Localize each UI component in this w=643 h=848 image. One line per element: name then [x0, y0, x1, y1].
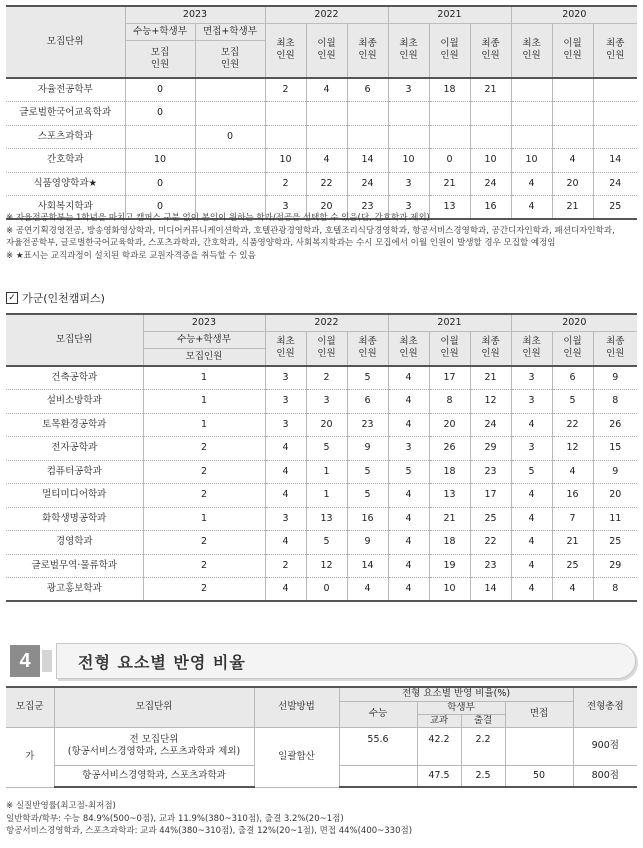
suneung-recruit-cell: 1 — [143, 366, 265, 390]
header-unit: 모집단위 — [54, 687, 254, 727]
suneung-recruit-cell: 1 — [143, 507, 265, 531]
cell-2022-first: 2 — [265, 78, 306, 102]
cell-2021-final: 25 — [470, 507, 511, 531]
header-2020-final: 최종 인원 — [593, 23, 637, 78]
cell-2022-final: 5 — [347, 484, 388, 508]
group-value: 가 — [6, 727, 54, 787]
cell-2020-final: 29 — [593, 554, 637, 578]
attendance-cell: 2.5 — [461, 765, 505, 787]
header-2021-extra: 이월 인원 — [429, 331, 470, 366]
table-row — [6, 366, 637, 390]
suneung-cell — [339, 765, 417, 787]
header-2021: 2021 — [388, 314, 511, 331]
cell-2021-final: 24 — [470, 172, 511, 196]
header-interview: 면접+학생부 — [195, 23, 265, 40]
cell-2022-final: 23 — [347, 413, 388, 437]
section-number: 4 — [10, 645, 40, 677]
cell-2022-extra: 20 — [306, 196, 347, 220]
cell-2021-first: 4 — [388, 390, 429, 414]
cell-2020-first — [511, 125, 552, 149]
cell-2020-first: 4 — [511, 196, 552, 220]
cell-2021-extra: 18 — [429, 531, 470, 555]
cell-2022-final: 6 — [347, 78, 388, 102]
cell-2021-final: 23 — [470, 460, 511, 484]
cell-2021-first: 3 — [388, 437, 429, 461]
cell-2020-final — [593, 78, 637, 102]
cell-2021-final: 21 — [470, 366, 511, 390]
cell-2021-first — [388, 102, 429, 126]
unit-name-cell: 글로벌한국어교육학과 — [6, 102, 125, 126]
table-row — [6, 727, 637, 765]
interview-recruit-cell: 0 — [195, 125, 265, 149]
header-2020-first: 최초 인원 — [511, 23, 552, 78]
cell-2022-first: 10 — [265, 149, 306, 173]
cell-2020-extra: 4 — [552, 460, 593, 484]
cell-2020-extra: 21 — [552, 531, 593, 555]
table-row — [6, 507, 637, 531]
cell-2020-extra — [552, 102, 593, 126]
note-line: ※ 공연기획경영전공, 방송영화영상학과, 미디어커뮤니케이션학과, 호텔관광경영학과, 호텔조리식당경영학과, 항공서비스경영학과, 공간디자인학과, 패션디자인학과, — [6, 225, 615, 236]
cell-2021-extra — [429, 102, 470, 126]
cell-2020-final: 15 — [593, 437, 637, 461]
cell-2022-final: 9 — [347, 437, 388, 461]
suneung-recruit-cell: 1 — [143, 413, 265, 437]
unit-name-cell: 글로벌무역·물류학과 — [6, 554, 143, 578]
cell-2021-final: 21 — [470, 78, 511, 102]
subject-cell: 47.5 — [417, 765, 461, 787]
cell-2021-first: 3 — [388, 196, 429, 220]
cell-2021-final: 10 — [470, 149, 511, 173]
cell-2021-final: 22 — [470, 531, 511, 555]
header-2021-first: 최초 인원 — [388, 23, 429, 78]
header-2021: 2021 — [388, 6, 511, 23]
cell-2022-first: 3 — [265, 196, 306, 220]
cell-2022-extra: 2 — [306, 366, 347, 390]
interview-cell — [505, 727, 573, 765]
table-row — [6, 460, 637, 484]
cell-2022-extra: 3 — [306, 390, 347, 414]
cell-2021-extra: 20 — [429, 413, 470, 437]
table-row — [6, 149, 637, 173]
cell-2020-final: 26 — [593, 413, 637, 437]
cell-2020-final: 9 — [593, 366, 637, 390]
suneung-recruit-cell — [125, 125, 195, 149]
header-record: 학생부 — [417, 701, 505, 714]
cell-2020-extra: 5 — [552, 390, 593, 414]
cell-2022-first: 4 — [265, 437, 306, 461]
cell-2020-first: 3 — [511, 366, 552, 390]
header-unit: 모집단위 — [6, 314, 143, 366]
interview-recruit-cell — [195, 149, 265, 173]
cell-2021-final: 24 — [470, 413, 511, 437]
cell-2021-first: 4 — [388, 413, 429, 437]
cell-2020-first: 3 — [511, 437, 552, 461]
header-total: 전형총점 — [573, 687, 637, 727]
table-row — [6, 172, 637, 196]
suneung-recruit-cell: 0 — [125, 172, 195, 196]
unit-name-cell: 전자공학과 — [6, 437, 143, 461]
suneung-recruit-cell: 2 — [143, 437, 265, 461]
cell-2020-first: 4 — [511, 484, 552, 508]
table-row — [6, 413, 637, 437]
cell-2021-extra: 10 — [429, 578, 470, 602]
cell-2020-extra: 22 — [552, 413, 593, 437]
cell-2021-first — [388, 125, 429, 149]
cell-2022-final — [347, 102, 388, 126]
note-line: ※ 자율전공학부는 1학년을 마치고 캠퍼스 구분 없이 본인이 원하는 학과/전공을 선택할 수 있음(단, 간호학과 제외) — [6, 213, 430, 223]
header-suneung: 수능+학생부 — [143, 331, 265, 348]
cell-2022-final: 23 — [347, 196, 388, 220]
unit-name-cell: 광고홍보학과 — [6, 578, 143, 602]
cell-2020-first — [511, 102, 552, 126]
table-row — [6, 531, 637, 555]
unit-name-cell: 자율전공학부 — [6, 78, 125, 102]
cell-2021-final: 17 — [470, 484, 511, 508]
note-line: 항공서비스경영학과, 스포츠과학과: 교과 44%(380~310점), 출결 12%(20~1점), 면접 44%(400~330점) — [6, 826, 413, 836]
cell-2022-first: 3 — [265, 507, 306, 531]
section-label — [6, 290, 105, 306]
notes-block-3 — [6, 800, 637, 838]
cell-2022-final: 5 — [347, 366, 388, 390]
cell-2020-extra: 12 — [552, 437, 593, 461]
section-title: 전형 요소별 반영 비율 — [78, 653, 246, 672]
table-row — [6, 484, 637, 508]
suneung-recruit-cell: 10 — [125, 149, 195, 173]
unit-name-cell: 식품영양학과★ — [6, 172, 125, 196]
cell-2021-first: 4 — [388, 507, 429, 531]
cell-2022-extra: 4 — [306, 78, 347, 102]
cell-2021-final: 14 — [470, 578, 511, 602]
header-2022-first: 최초 인원 — [265, 331, 306, 366]
header-2020-final: 최종 인원 — [593, 331, 637, 366]
cell-2022-final: 14 — [347, 149, 388, 173]
cell-2020-final: 25 — [593, 531, 637, 555]
suneung-recruit-cell: 2 — [143, 484, 265, 508]
table-row — [6, 554, 637, 578]
cell-2022-final: 5 — [347, 460, 388, 484]
unit-name-cell: 사회복지학과 — [6, 196, 125, 220]
cell-2020-first: 4 — [511, 578, 552, 602]
header-2022: 2022 — [265, 6, 388, 23]
cell-2021-first: 3 — [388, 78, 429, 102]
cell-2020-final — [593, 125, 637, 149]
cell-2021-first: 4 — [388, 578, 429, 602]
note-line: 일반학과/학부: 수능 84.9%(500~0점), 교과 11.9%(380~310점), 출결 3.2%(20~1점) — [6, 813, 344, 824]
unit-name-cell: 토목환경공학과 — [6, 413, 143, 437]
method-value: 일괄합산 — [254, 727, 339, 787]
cell-2021-final: 29 — [470, 437, 511, 461]
header-attendance: 출결 — [461, 714, 505, 727]
cell-2020-extra — [552, 125, 593, 149]
cell-2022-extra: 13 — [306, 507, 347, 531]
header-suneung-recruit: 모집 인원 — [125, 40, 195, 78]
header-2020-first: 최초 인원 — [511, 331, 552, 366]
cell-2022-extra: 5 — [306, 437, 347, 461]
cell-2021-extra: 13 — [429, 484, 470, 508]
header-suneung-recruit: 모집인원 — [143, 348, 265, 366]
header-2021-final: 최종 인원 — [470, 23, 511, 78]
cell-2020-extra: 21 — [552, 196, 593, 220]
notes-block-1 — [6, 212, 637, 262]
header-2020: 2020 — [511, 6, 637, 23]
cell-2022-first: 3 — [265, 413, 306, 437]
header-2021-extra: 이월 인원 — [429, 23, 470, 78]
header-2022-first: 최초 인원 — [265, 23, 306, 78]
header-group: 모집군 — [6, 687, 54, 727]
header-2021-first: 최초 인원 — [388, 331, 429, 366]
table-row — [6, 125, 637, 149]
section-tab-decoration — [42, 650, 52, 672]
cell-2020-first: 4 — [511, 172, 552, 196]
cell-2020-first: 5 — [511, 460, 552, 484]
cell-2020-extra: 6 — [552, 366, 593, 390]
cell-2020-first: 10 — [511, 149, 552, 173]
cell-2020-extra: 7 — [552, 507, 593, 531]
cell-2021-extra: 21 — [429, 507, 470, 531]
cell-2022-final — [347, 125, 388, 149]
table-2023-recruitment-a — [6, 5, 637, 220]
cell-2020-first: 4 — [511, 554, 552, 578]
cell-2022-extra — [306, 125, 347, 149]
cell-2022-extra: 4 — [306, 149, 347, 173]
cell-2022-final: 9 — [347, 531, 388, 555]
table-row — [6, 578, 637, 602]
header-2022-final: 최종 인원 — [347, 23, 388, 78]
cell-2022-extra: 1 — [306, 484, 347, 508]
cell-2021-final — [470, 102, 511, 126]
section-4-header — [6, 643, 635, 679]
header-2022-final: 최종 인원 — [347, 331, 388, 366]
unit-name-cell: 화학생명공학과 — [6, 507, 143, 531]
cell-2021-first: 10 — [388, 149, 429, 173]
cell-2020-extra: 4 — [552, 578, 593, 602]
header-2020-extra: 이월 인원 — [552, 331, 593, 366]
suneung-recruit-cell: 0 — [125, 102, 195, 126]
cell-2022-first: 4 — [265, 484, 306, 508]
cell-2020-final: 24 — [593, 172, 637, 196]
table-row — [6, 437, 637, 461]
table-row — [6, 390, 637, 414]
unit-name-cell: 경영학과 — [6, 531, 143, 555]
unit-name-cell: 건축공학과 — [6, 366, 143, 390]
cell-2020-extra: 20 — [552, 172, 593, 196]
header-2023: 2023 — [143, 314, 265, 331]
cell-2021-first: 4 — [388, 484, 429, 508]
cell-2021-final: 16 — [470, 196, 511, 220]
cell-2020-final: 11 — [593, 507, 637, 531]
cell-2020-extra: 4 — [552, 149, 593, 173]
suneung-recruit-cell: 2 — [143, 578, 265, 602]
checkbox-icon: ✓ — [6, 292, 18, 304]
header-2022-extra: 이월 인원 — [306, 23, 347, 78]
cell-2021-extra: 26 — [429, 437, 470, 461]
header-unit: 모집단위 — [6, 6, 125, 78]
cell-2021-first: 3 — [388, 172, 429, 196]
header-2020-extra: 이월 인원 — [552, 23, 593, 78]
cell-2022-extra: 22 — [306, 172, 347, 196]
cell-2020-final — [593, 102, 637, 126]
cell-2022-first: 3 — [265, 366, 306, 390]
cell-2021-extra: 19 — [429, 554, 470, 578]
cell-2022-final: 16 — [347, 507, 388, 531]
table-2023-recruitment-incheon — [6, 313, 637, 602]
header-2022-extra: 이월 인원 — [306, 331, 347, 366]
unit-name-cell: 멀티미디어학과 — [6, 484, 143, 508]
header-suneung: 수능 — [339, 701, 417, 727]
suneung-recruit-cell: 0 — [125, 196, 195, 220]
header-2022: 2022 — [265, 314, 388, 331]
unit-cell: 항공서비스경영학과, 스포츠과학과 — [54, 765, 254, 787]
cell-2020-final: 20 — [593, 484, 637, 508]
cell-2021-extra: 18 — [429, 78, 470, 102]
suneung-recruit-cell: 2 — [143, 531, 265, 555]
header-2021-final: 최종 인원 — [470, 331, 511, 366]
total-cell: 900점 — [573, 727, 637, 765]
cell-2021-extra: 18 — [429, 460, 470, 484]
table-row — [6, 78, 637, 102]
header-method: 선발방법 — [254, 687, 339, 727]
suneung-cell: 55.6 — [339, 727, 417, 765]
cell-2021-first: 4 — [388, 366, 429, 390]
suneung-recruit-cell: 2 — [143, 554, 265, 578]
note-line: 자율전공학부, 글로벌한국어교육학과, 스포츠과학과, 간호학과, 식품영양학과, 사회복지학과는 수시 모집에서 이월 인원이 발생할 경우 모집할 예정임 — [6, 238, 556, 248]
cell-2020-final: 8 — [593, 578, 637, 602]
unit-cell: 전 모집단위 (항공서비스경영학과, 스포츠과학과 제외) — [54, 727, 254, 765]
interview-recruit-cell — [195, 78, 265, 102]
cell-2020-extra: 25 — [552, 554, 593, 578]
cell-2020-extra — [552, 78, 593, 102]
cell-2022-first: 2 — [265, 554, 306, 578]
unit-name-cell: 설비소방학과 — [6, 390, 143, 414]
cell-2020-final: 25 — [593, 196, 637, 220]
cell-2022-extra — [306, 102, 347, 126]
cell-2022-final: 6 — [347, 390, 388, 414]
cell-2021-extra — [429, 125, 470, 149]
cell-2022-final: 24 — [347, 172, 388, 196]
header-2023: 2023 — [125, 6, 265, 23]
cell-2020-first — [511, 78, 552, 102]
cell-2022-first: 2 — [265, 172, 306, 196]
total-cell: 800점 — [573, 765, 637, 787]
header-ratio: 전형 요소별 반영 비율(%) — [339, 687, 573, 701]
suneung-recruit-cell: 0 — [125, 78, 195, 102]
cell-2020-first: 3 — [511, 390, 552, 414]
cell-2021-extra: 13 — [429, 196, 470, 220]
cell-2022-first: 3 — [265, 390, 306, 414]
cell-2022-extra: 1 — [306, 460, 347, 484]
interview-recruit-cell — [195, 172, 265, 196]
cell-2021-extra: 8 — [429, 390, 470, 414]
suneung-recruit-cell: 2 — [143, 460, 265, 484]
header-subject: 교과 — [417, 714, 461, 727]
cell-2020-final: 9 — [593, 460, 637, 484]
attendance-cell: 2.2 — [461, 727, 505, 765]
cell-2022-final: 14 — [347, 554, 388, 578]
cell-2021-final: 23 — [470, 554, 511, 578]
header-suneung: 수능+학생부 — [125, 23, 195, 40]
cell-2021-extra: 17 — [429, 366, 470, 390]
cell-2022-first: 4 — [265, 531, 306, 555]
cell-2021-final — [470, 125, 511, 149]
note-line: ※ 실질반영률(최고점-최저점) — [6, 801, 116, 811]
header-interview: 면접 — [505, 701, 573, 727]
cell-2022-extra: 20 — [306, 413, 347, 437]
cell-2022-extra: 0 — [306, 578, 347, 602]
note-line: ※ ★표시는 교직과정이 설치된 학과로 교원자격증을 취득할 수 있음 — [6, 250, 256, 261]
cell-2020-extra: 16 — [552, 484, 593, 508]
header-interview-recruit: 모집 인원 — [195, 40, 265, 78]
cell-2020-first: 4 — [511, 531, 552, 555]
section-label-text: 가군(인천캠퍼스) — [22, 292, 105, 305]
unit-name-cell: 간호학과 — [6, 149, 125, 173]
cell-2021-first: 4 — [388, 554, 429, 578]
cell-2020-first: 4 — [511, 413, 552, 437]
cell-2022-extra: 12 — [306, 554, 347, 578]
unit-name-cell: 스포츠과학과 — [6, 125, 125, 149]
cell-2020-first: 4 — [511, 507, 552, 531]
cell-2021-extra: 21 — [429, 172, 470, 196]
cell-2020-final: 8 — [593, 390, 637, 414]
interview-cell: 50 — [505, 765, 573, 787]
cell-2022-extra: 5 — [306, 531, 347, 555]
unit-name-cell: 컴퓨터공학과 — [6, 460, 143, 484]
cell-2021-first: 4 — [388, 531, 429, 555]
header-2020: 2020 — [511, 314, 637, 331]
table-row — [6, 102, 637, 126]
cell-2022-first — [265, 102, 306, 126]
interview-recruit-cell — [195, 102, 265, 126]
cell-2021-first: 5 — [388, 460, 429, 484]
cell-2021-extra: 0 — [429, 149, 470, 173]
cell-2021-final: 12 — [470, 390, 511, 414]
cell-2022-first: 4 — [265, 578, 306, 602]
cell-2020-final: 14 — [593, 149, 637, 173]
table-element-ratio — [6, 686, 637, 788]
cell-2022-first — [265, 125, 306, 149]
subject-cell: 42.2 — [417, 727, 461, 765]
cell-2022-final: 4 — [347, 578, 388, 602]
suneung-recruit-cell: 1 — [143, 390, 265, 414]
cell-2022-first: 4 — [265, 460, 306, 484]
